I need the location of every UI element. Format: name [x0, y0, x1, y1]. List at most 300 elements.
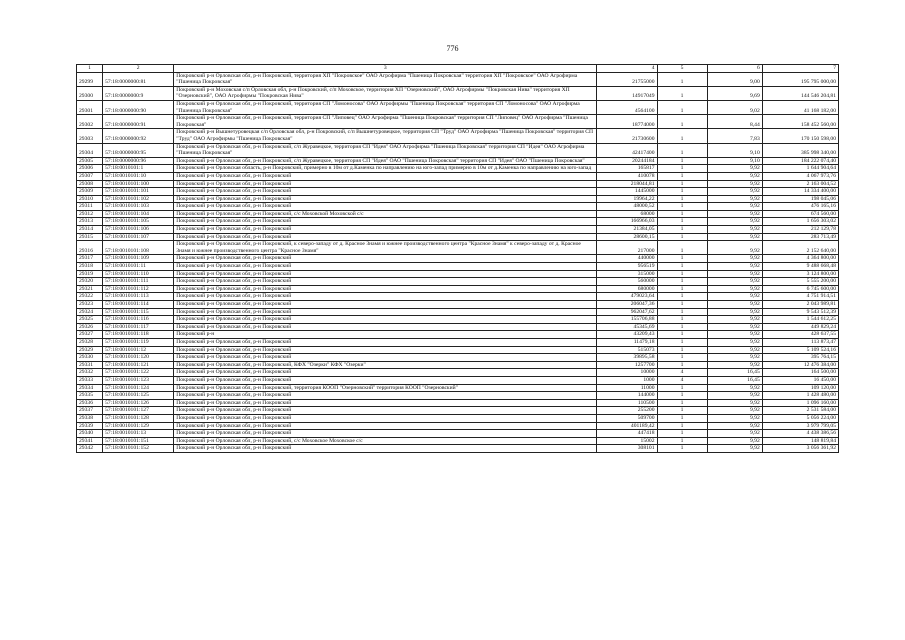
rate-cell: 9,92	[707, 165, 762, 173]
coefficient-cell: 1	[657, 338, 707, 346]
row-number-cell: 29300	[77, 86, 103, 100]
area-cell: 1445000	[597, 188, 657, 196]
cadastral-number-cell: 57:18:0010101:13	[103, 430, 174, 438]
cadastral-number-cell: 57:18:0010101:121	[103, 361, 174, 369]
rate-cell: 9,92	[707, 392, 762, 400]
value-cell: 1 428 480,00	[762, 392, 838, 400]
value-cell: 395 764,15	[762, 354, 838, 362]
coefficient-cell: 1	[657, 226, 707, 234]
row-number-cell: 29328	[77, 338, 103, 346]
area-cell: 39895,58	[597, 354, 657, 362]
cadastral-number-cell: 57:18:0010101:129	[103, 422, 174, 430]
cadastral-number-cell: 57:18:0010101:152	[103, 445, 174, 453]
table-row	[77, 203, 839, 211]
coefficient-cell: 1	[657, 346, 707, 354]
address-cell: Покровский р-н Орловская обл, р-н Покровский, с/с Моховское Моховское с/с	[174, 437, 597, 445]
address-cell: Покровский р-н Орловская обл, р-н Покровский	[174, 392, 597, 400]
rate-cell: 9,00	[707, 72, 762, 86]
coefficient-cell: 1	[657, 255, 707, 263]
rate-cell: 9,92	[707, 210, 762, 218]
coefficient-cell: 1	[657, 293, 707, 301]
row-number-cell: 29324	[77, 308, 103, 316]
address-cell: Покровский р-н Орловская обл, р-н Покровский	[174, 407, 597, 415]
row-number-cell: 29335	[77, 392, 103, 400]
coefficient-cell: 4	[657, 369, 707, 377]
table-row	[77, 115, 839, 129]
table-row	[77, 226, 839, 234]
row-number-cell: 29323	[77, 301, 103, 309]
rate-cell: 9,92	[707, 301, 762, 309]
cadastral-number-cell: 57:18:0010101:112	[103, 285, 174, 293]
coefficient-cell: 1	[657, 414, 707, 422]
row-number-cell: 29315	[77, 233, 103, 241]
rate-cell: 9,92	[707, 331, 762, 339]
row-number-cell: 29311	[77, 203, 103, 211]
value-cell: 1 096 160,00	[762, 399, 838, 407]
address-cell: Покровский р-н Орловская обл, р-н Покровский	[174, 278, 597, 286]
coefficient-cell: 1	[657, 399, 707, 407]
address-cell: Покровский р-н Орловская обл, р-н Покровский	[174, 399, 597, 407]
coefficient-cell: 1	[657, 195, 707, 203]
cadastral-number-cell: 57:18:0010101:106	[103, 226, 174, 234]
area-cell: 956519	[597, 263, 657, 271]
cadastral-number-cell: 57:18:0010101:126	[103, 399, 174, 407]
table-row	[77, 331, 839, 339]
row-number-cell: 29305	[77, 157, 103, 165]
address-cell: Покровский р-н Орловская обл, р-н Покровский, с/п Журавецкое, территория СП "Идея" ОАО "Пшеница Покровская" территория СП "Идея" ОАО "Пшеница Покровская"	[174, 157, 597, 165]
table-row	[77, 255, 839, 263]
value-cell: 12 476 384,00	[762, 361, 838, 369]
coefficient-cell: 1	[657, 86, 707, 100]
table-row	[77, 210, 839, 218]
address-cell: Покровский р-н Орловская обл, р-н Покровский, территория ХП "Покровское" ОАО Агрофирма "Пшеница Покровская" территория ХП "Покровское" ОАО Агрофирма "Пшеница Покровская"	[174, 72, 597, 86]
row-number-cell: 29309	[77, 188, 103, 196]
page-number: 776	[446, 44, 459, 53]
cadastral-number-cell: 57:18:0010101:114	[103, 301, 174, 309]
value-cell: 164 500,00	[762, 369, 838, 377]
address-cell: Покровский р-н Орловская обл, р-н Покровский, территория СП "Ломоносова" ОАО Агрофирмы "Пшеница Покровская" территория СП "Ломоносова" ОАО Агрофирма "Пшеница Покровская"	[174, 100, 597, 114]
area-cell: 19964,22	[597, 195, 657, 203]
value-cell: 4 364 800,00	[762, 255, 838, 263]
address-cell: Покровский р-н Орловская обл, р-н Покровский	[174, 445, 597, 453]
rate-cell: 9,92	[707, 241, 762, 255]
value-cell: 148 819,84	[762, 437, 838, 445]
address-cell: Покровский р-н	[174, 331, 597, 339]
rate-cell: 9,92	[707, 323, 762, 331]
coefficient-cell: 1	[657, 392, 707, 400]
cadastral-number-cell: 57:18:0010101:109	[103, 255, 174, 263]
value-cell: 449 829,24	[762, 323, 838, 331]
coefficient-cell: 1	[657, 143, 707, 157]
coefficient-cell: 1	[657, 354, 707, 362]
cadastral-number-cell: 57:18:0000000:9	[103, 86, 174, 100]
coefficient-cell: 1	[657, 100, 707, 114]
table-row	[77, 195, 839, 203]
area-cell: 255200	[597, 407, 657, 415]
address-cell: Покровский р-н Орловская обл, р-н Покровский	[174, 376, 597, 384]
value-cell: 6 745 600,00	[762, 285, 838, 293]
value-cell: 198 045,06	[762, 195, 838, 203]
coefficient-cell: 1	[657, 203, 707, 211]
area-cell: 4564100	[597, 100, 657, 114]
rate-cell: 9,92	[707, 255, 762, 263]
row-number-cell: 29318	[77, 263, 103, 271]
area-cell: 1257700	[597, 361, 657, 369]
coefficient-cell: 1	[657, 384, 707, 392]
coefficient-cell: 4	[657, 376, 707, 384]
rate-cell: 7,83	[707, 129, 762, 143]
value-cell: 1 644 904,64	[762, 165, 838, 173]
rate-cell: 9,69	[707, 86, 762, 100]
area-cell: 206047,36	[597, 301, 657, 309]
address-cell: Покровский р-н Орловская обл, р-н Покровский	[174, 422, 597, 430]
rate-cell: 9,10	[707, 143, 762, 157]
address-cell: Покровский р-н Орловская обл, р-н Покровский	[174, 369, 597, 377]
coefficient-cell: 1	[657, 172, 707, 180]
area-cell: 509700	[597, 414, 657, 422]
table-row	[77, 180, 839, 188]
rate-cell: 9,92	[707, 399, 762, 407]
address-cell: Покровский р-н Орловская обл, р-н Покровский	[174, 316, 597, 324]
value-cell: 1 656 303,02	[762, 218, 838, 226]
area-cell: 1000	[597, 376, 657, 384]
header-col-5: 5	[657, 65, 707, 73]
value-cell: 170 150 598,00	[762, 129, 838, 143]
cadastral-number-cell: 57:18:0010101:127	[103, 407, 174, 415]
table-row	[77, 285, 839, 293]
table-row	[77, 384, 839, 392]
value-cell: 4 438 386,56	[762, 430, 838, 438]
row-number-cell: 29331	[77, 361, 103, 369]
table-row	[77, 278, 839, 286]
row-number-cell: 29304	[77, 143, 103, 157]
value-cell: 3 979 799,05	[762, 422, 838, 430]
cadastral-number-cell: 57:18:0010101:118	[103, 331, 174, 339]
table-row	[77, 308, 839, 316]
area-cell: 315000	[597, 270, 657, 278]
cadastral-number-cell: 57:18:0010101:100	[103, 180, 174, 188]
row-number-cell: 29306	[77, 165, 103, 173]
value-cell: 3 056 361,92	[762, 445, 838, 453]
address-cell: Покровский р-н Орловская обл, р-н Покровский	[174, 293, 597, 301]
table-body	[77, 72, 839, 452]
area-cell: 515073	[597, 346, 657, 354]
cadastral-number-cell: 57:18:0010101:105	[103, 218, 174, 226]
area-cell: 43209,43	[597, 331, 657, 339]
table-row	[77, 218, 839, 226]
area-cell: 21730600	[597, 129, 657, 143]
cadastral-number-cell: 57:18:0010101:113	[103, 293, 174, 301]
coefficient-cell: 1	[657, 115, 707, 129]
header-col-3: 3	[174, 65, 597, 73]
address-cell: Покровский р-н Орловская обл, р-н Покровский	[174, 346, 597, 354]
row-number-cell: 29325	[77, 316, 103, 324]
value-cell: 113 873,47	[762, 338, 838, 346]
area-cell: 21384,05	[597, 226, 657, 234]
address-cell: Покровский р-н Орловская обл, р-н Покровский	[174, 338, 597, 346]
rate-cell: 9,92	[707, 195, 762, 203]
address-cell: Покровский р-н Орловская обл, р-н Покровский	[174, 301, 597, 309]
address-cell: Покровский р-н Орловская обл, р-н Покровский, с/п Журавецкое, территория СП "Идея" ОАО Агрофирма "Пшеница Покровская" территория СП "Идея" ОАО Агрофирма "Пшеница Покровская"	[174, 143, 597, 157]
area-cell: 48000,52	[597, 203, 657, 211]
rate-cell: 9,92	[707, 384, 762, 392]
value-cell: 4 067 973,76	[762, 172, 838, 180]
row-number-cell: 29310	[77, 195, 103, 203]
cadastral-number-cell: 57:18:0010101:110	[103, 270, 174, 278]
area-cell: 165817	[597, 165, 657, 173]
table-row	[77, 129, 839, 143]
value-cell: 2 163 004,52	[762, 180, 838, 188]
rate-cell: 9,92	[707, 407, 762, 415]
row-number-cell: 29326	[77, 323, 103, 331]
table-row	[77, 100, 839, 114]
cadastral-number-cell: 57:18:0010101:12	[103, 346, 174, 354]
address-cell: Покровский р-н Орловская обл, р-н Покровский	[174, 354, 597, 362]
area-cell: 401189,42	[597, 422, 657, 430]
value-cell: 3 124 800,00	[762, 270, 838, 278]
row-number-cell: 29321	[77, 285, 103, 293]
address-cell: Покровский р-н Орловская обл, р-н Покровский, территория КООП "Озерновский" территория КООП "Озерновский"	[174, 384, 597, 392]
area-cell: 680000	[597, 285, 657, 293]
coefficient-cell: 1	[657, 331, 707, 339]
area-cell: 18774000	[597, 115, 657, 129]
area-cell: 20244184	[597, 157, 657, 165]
row-number-cell: 29336	[77, 399, 103, 407]
table-row	[77, 263, 839, 271]
coefficient-cell: 1	[657, 407, 707, 415]
value-cell: 428 637,55	[762, 331, 838, 339]
address-cell: Покровский р-н Орловская обл, р-н Покровский	[174, 263, 597, 271]
address-cell: Покровский р-н Орловская обл, р-н Покровский	[174, 172, 597, 180]
cadastral-number-cell: 57:18:0010101:108	[103, 241, 174, 255]
coefficient-cell: 1	[657, 301, 707, 309]
area-cell: 45345,69	[597, 323, 657, 331]
row-number-cell: 29334	[77, 384, 103, 392]
value-cell: 2 531 584,00	[762, 407, 838, 415]
table-row	[77, 369, 839, 377]
address-cell: Покровский р-н Орловская обл, р-н Покровский, к северо-западу от д. Красное Знамя и южнее производственного центра "Красное Знамя" к северо-западу от д. Красное Знамя и южнее производственного центра "Красное Знамя"	[174, 241, 597, 255]
value-cell: 476 165,16	[762, 203, 838, 211]
cadastral-number-cell: 57:18:0000000:95	[103, 143, 174, 157]
row-number-cell: 29342	[77, 445, 103, 453]
coefficient-cell: 1	[657, 241, 707, 255]
rate-cell: 9,92	[707, 354, 762, 362]
row-number-cell: 29313	[77, 218, 103, 226]
coefficient-cell: 1	[657, 445, 707, 453]
rate-cell: 9,92	[707, 270, 762, 278]
rate-cell: 9,92	[707, 361, 762, 369]
area-cell: 42417400	[597, 143, 657, 157]
value-cell: 4 751 914,51	[762, 293, 838, 301]
area-cell: 962047,62	[597, 308, 657, 316]
rate-cell: 9,92	[707, 422, 762, 430]
coefficient-cell: 1	[657, 188, 707, 196]
address-cell: Покровский р-н Моховская с/п Орловская обл, р-н Покровский, с/п Моховское, территория ХП "Озерновский", ОАО Агрофирмы "Покровская Нива" территория ХП "Озерновский", ОАО Агрофирмы "Покровская Нива"	[174, 86, 597, 100]
coefficient-cell: 1	[657, 218, 707, 226]
value-cell: 109 120,00	[762, 384, 838, 392]
table-row	[77, 354, 839, 362]
area-cell: 14917049	[597, 86, 657, 100]
cadastral-number-cell: 57:18:0010101:111	[103, 278, 174, 286]
value-cell: 195 795 000,00	[762, 72, 838, 86]
rate-cell: 9,92	[707, 263, 762, 271]
area-cell: 28600,15	[597, 233, 657, 241]
cadastral-number-cell: 57:18:0010101:104	[103, 210, 174, 218]
cadastral-number-cell: 57:18:0010101:115	[103, 308, 174, 316]
value-cell: 283 713,49	[762, 233, 838, 241]
rate-cell: 9,92	[707, 203, 762, 211]
rate-cell: 9,92	[707, 430, 762, 438]
rate-cell: 9,92	[707, 226, 762, 234]
table-row	[77, 399, 839, 407]
area-cell: 11000	[597, 384, 657, 392]
header-col-4: 4	[597, 65, 657, 73]
row-number-cell: 29333	[77, 376, 103, 384]
address-cell: Покровский р-н Орловская обл, р-н Покровский	[174, 414, 597, 422]
area-cell: 21755000	[597, 72, 657, 86]
area-cell: 218044,81	[597, 180, 657, 188]
table-row	[77, 270, 839, 278]
area-cell: 447418	[597, 430, 657, 438]
row-number-cell: 29341	[77, 437, 103, 445]
rate-cell: 9,92	[707, 172, 762, 180]
table-row	[77, 414, 839, 422]
coefficient-cell: 1	[657, 437, 707, 445]
row-number-cell: 29317	[77, 255, 103, 263]
coefficient-cell: 1	[657, 270, 707, 278]
cadastral-number-cell: 57:18:0010101:107	[103, 233, 174, 241]
row-number-cell: 29312	[77, 210, 103, 218]
rate-cell: 9,92	[707, 414, 762, 422]
cadastral-table	[76, 64, 839, 453]
row-number-cell: 29299	[77, 72, 103, 86]
address-cell: Покровский р-н Орловская обл, р-н Покровский	[174, 285, 597, 293]
header-col-1: 1	[77, 65, 103, 73]
address-cell: Покровский р-н Орловская обл, р-н Покровский, с/с Моховской Моховской с/с	[174, 210, 597, 218]
coefficient-cell: 1	[657, 422, 707, 430]
value-cell: 5 056 224,00	[762, 414, 838, 422]
value-cell: 9 543 512,39	[762, 308, 838, 316]
table-row	[77, 392, 839, 400]
rate-cell: 9,92	[707, 316, 762, 324]
area-cell: 155706,88	[597, 316, 657, 324]
row-number-cell: 29314	[77, 226, 103, 234]
area-cell: 11479,18	[597, 338, 657, 346]
table-row	[77, 188, 839, 196]
rate-cell: 9,92	[707, 285, 762, 293]
table-row	[77, 143, 839, 157]
coefficient-cell: 1	[657, 361, 707, 369]
rate-cell: 16,45	[707, 376, 762, 384]
cadastral-number-cell: 57:18:0010101:123	[103, 376, 174, 384]
table-row	[77, 165, 839, 173]
cadastral-number-cell: 57:18:0010101:117	[103, 323, 174, 331]
coefficient-cell: 1	[657, 308, 707, 316]
table-row	[77, 316, 839, 324]
table-row	[77, 157, 839, 165]
address-cell: Покровский р-н Орловская обл, р-н Покровский	[174, 308, 597, 316]
cadastral-number-cell: 57:18:0000000:91	[103, 115, 174, 129]
table-row	[77, 72, 839, 86]
area-cell: 15002	[597, 437, 657, 445]
table-row	[77, 437, 839, 445]
rate-cell: 9,92	[707, 218, 762, 226]
cadastral-number-cell: 57:18:0010101:120	[103, 354, 174, 362]
address-cell: Покровский р-н Орловская обл, р-н Покровский	[174, 270, 597, 278]
coefficient-cell: 1	[657, 157, 707, 165]
address-cell: Покровский р-н Орловская обл, р-н Покровский	[174, 226, 597, 234]
rate-cell: 9,92	[707, 233, 762, 241]
coefficient-cell: 1	[657, 129, 707, 143]
coefficient-cell: 1	[657, 210, 707, 218]
row-number-cell: 29316	[77, 241, 103, 255]
rate-cell: 9,92	[707, 308, 762, 316]
address-cell: Покровский р-н Орловская обл, р-н Покровский, КФХ "Озерки" КФХ "Озерки"	[174, 361, 597, 369]
coefficient-cell: 1	[657, 430, 707, 438]
cadastral-number-cell: 57:18:0010101:1	[103, 165, 174, 173]
value-cell: 144 546 204,81	[762, 86, 838, 100]
area-cell: 308101	[597, 445, 657, 453]
cadastral-number-cell: 57:18:0000000:90	[103, 100, 174, 114]
cadastral-number-cell: 57:18:0010101:119	[103, 338, 174, 346]
row-number-cell: 29327	[77, 331, 103, 339]
coefficient-cell: 1	[657, 72, 707, 86]
table-row	[77, 293, 839, 301]
rate-cell: 9,92	[707, 437, 762, 445]
table-row	[77, 172, 839, 180]
area-cell: 479023,64	[597, 293, 657, 301]
area-cell: 440000	[597, 255, 657, 263]
address-cell: Покровский р-н Вышнетуровецкая с/п Орловская обл, р-н Покровский, с/п Вышнетуровецкое, территория СП "Труд" ОАО Агрофирма "Пшеница Покровская" территория СП "Труд" ОАО Агрофирмы "Пшеница Покровская"	[174, 129, 597, 143]
coefficient-cell: 1	[657, 285, 707, 293]
table-row	[77, 86, 839, 100]
row-number-cell: 29319	[77, 270, 103, 278]
row-number-cell: 29337	[77, 407, 103, 415]
header-col-7: 7	[762, 65, 838, 73]
row-number-cell: 29307	[77, 172, 103, 180]
area-cell: 217000	[597, 241, 657, 255]
table-row	[77, 376, 839, 384]
cadastral-number-cell: 57:18:0010101:124	[103, 384, 174, 392]
value-cell: 14 334 400,00	[762, 188, 838, 196]
row-number-cell: 29332	[77, 369, 103, 377]
table-header-row	[77, 65, 839, 73]
table-row	[77, 430, 839, 438]
cadastral-number-cell: 57:18:0010101:125	[103, 392, 174, 400]
value-cell: 5 555 200,00	[762, 278, 838, 286]
value-cell: 212 129,78	[762, 226, 838, 234]
cadastral-number-cell: 57:18:0010101:10	[103, 172, 174, 180]
table-row	[77, 241, 839, 255]
row-number-cell: 29320	[77, 278, 103, 286]
address-cell: Покровский р-н Орловская обл, р-н Покровский	[174, 203, 597, 211]
address-cell: Покровский р-н Орловская обл, р-н Покровский	[174, 218, 597, 226]
row-number-cell: 29302	[77, 115, 103, 129]
address-cell: Покровский р-н Орловская обл, р-н Покровский, территория СП "Липовец" ОАО Агрофирма "Пшеница Покровская" территория СП "Липовец" ОАО Агрофирма "Пшеница Покровская"	[174, 115, 597, 129]
coefficient-cell: 1	[657, 316, 707, 324]
rate-cell: 16,45	[707, 369, 762, 377]
rate-cell: 8,44	[707, 115, 762, 129]
rate-cell: 9,02	[707, 100, 762, 114]
rate-cell: 9,92	[707, 293, 762, 301]
area-cell: 166966,03	[597, 218, 657, 226]
cadastral-number-cell: 57:18:0000000:81	[103, 72, 174, 86]
value-cell: 1 544 612,25	[762, 316, 838, 324]
value-cell: 16 450,00	[762, 376, 838, 384]
rate-cell: 9,92	[707, 278, 762, 286]
value-cell: 184 222 074,40	[762, 157, 838, 165]
table-row	[77, 445, 839, 453]
